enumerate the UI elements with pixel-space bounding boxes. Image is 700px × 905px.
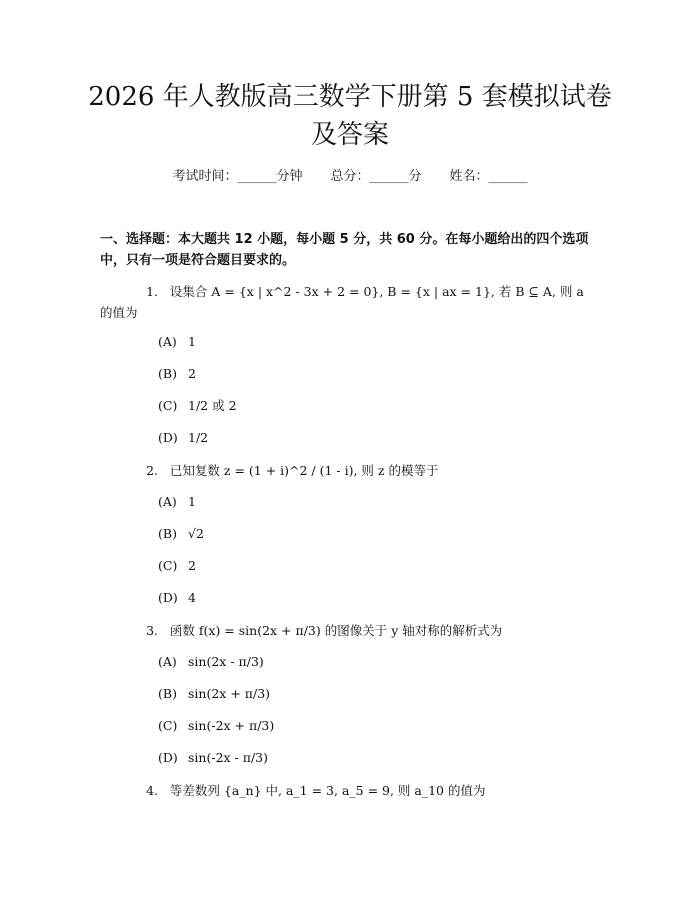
option-c <box>158 717 274 735</box>
option-text: sin(-2x - π/3) <box>188 750 268 765</box>
question-3 <box>100 620 595 641</box>
option-text: 1 <box>188 494 196 509</box>
exam-info <box>0 168 700 186</box>
option-text: sin(2x - π/3) <box>188 654 264 669</box>
option-text: 1 <box>188 334 196 349</box>
option-label: (A) <box>158 334 177 349</box>
option-b <box>158 365 196 383</box>
document-title: 2026 年人教版高三数学下册第 5 套模拟试卷及答案 <box>88 82 612 150</box>
question-2 <box>100 460 595 481</box>
option-text: sin(-2x + π/3) <box>188 718 275 733</box>
question-stem: 已知复数 z = (1 + i)^2 / (1 - i), 则 z 的模等于 <box>169 463 439 478</box>
student-name-field: 姓名：______ <box>449 169 528 184</box>
question-1 <box>100 281 595 323</box>
option-label: (B) <box>158 526 177 541</box>
option-label: (A) <box>158 654 177 669</box>
option-a <box>158 333 196 351</box>
option-b <box>158 685 270 703</box>
option-label: (D) <box>158 430 178 445</box>
option-d <box>158 429 208 447</box>
option-d <box>158 589 196 607</box>
option-c <box>158 557 196 575</box>
option-text: 1/2 或 2 <box>188 398 237 413</box>
option-text: 2 <box>188 366 196 381</box>
option-label: (D) <box>158 590 178 605</box>
option-label: (B) <box>158 366 177 381</box>
option-label: (A) <box>158 494 177 509</box>
option-text: √2 <box>188 526 204 541</box>
question-number: 3. <box>146 623 158 638</box>
option-text: 2 <box>188 558 196 573</box>
option-text: 1/2 <box>188 430 209 445</box>
question-stem: 函数 f(x) = sin(2x + π/3) 的图像关于 y 轴对称的解析式为 <box>169 623 503 638</box>
question-4 <box>100 780 595 801</box>
option-text: sin(2x + π/3) <box>188 686 271 701</box>
option-a <box>158 493 196 511</box>
question-number: 4. <box>146 783 158 798</box>
option-label: (C) <box>158 718 178 733</box>
option-a <box>158 653 264 671</box>
option-label: (C) <box>158 398 178 413</box>
question-stem: 等差数列 {a_n} 中, a_1 = 3, a_5 = 9, 则 a_10 的值为 <box>169 783 486 798</box>
question-number: 2. <box>146 463 158 478</box>
option-label: (C) <box>158 558 178 573</box>
question-stem: 设集合 A = {x | x^2 - 3x + 2 = 0}, B = {x | ax = 1}, 若 B ⊆ A, 则 a 的值为 <box>100 284 584 320</box>
section-heading: 一、选择题：本大题共 12 小题，每小题 5 分，共 60 分。在每小题给出的四个选项中，只有一项是符合题目要求的。 <box>100 232 589 268</box>
exam-time-field: 考试时间：______分钟 <box>172 169 303 184</box>
option-text: 4 <box>188 590 196 605</box>
option-label: (D) <box>158 750 178 765</box>
option-d <box>158 749 268 767</box>
option-b <box>158 525 204 543</box>
total-score-field: 总分：______分 <box>330 169 422 184</box>
option-label: (B) <box>158 686 177 701</box>
question-number: 1. <box>146 284 158 299</box>
option-c <box>158 397 237 415</box>
